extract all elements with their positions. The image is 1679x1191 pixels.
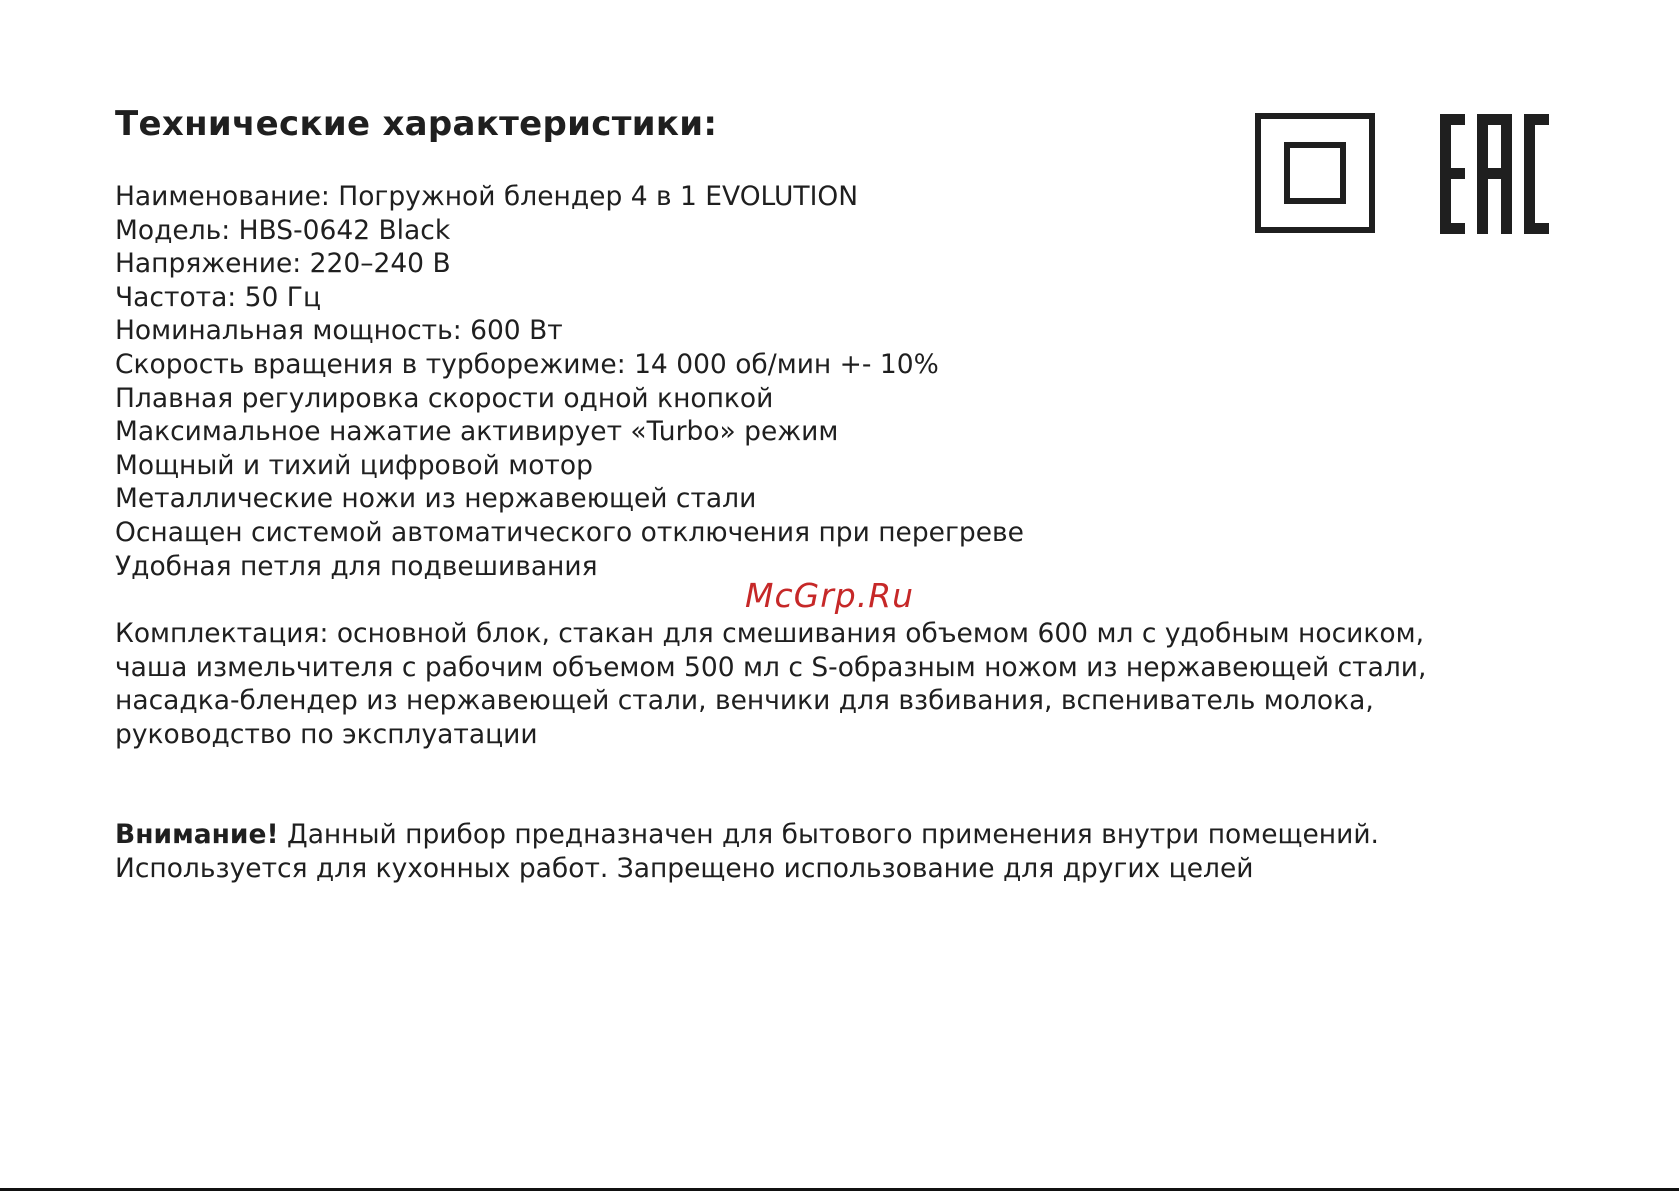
spec-item: Удобная петля для подвешивания (115, 550, 598, 582)
spec-item: Мощный и тихий цифровой мотор (115, 449, 593, 481)
watermark-text: McGrp.Ru (745, 576, 915, 615)
page-title: Технические характеристики: (115, 104, 718, 144)
spec-item: Частота: 50 Гц (115, 281, 321, 313)
kit-line: насадка-блендер из нержавеющей стали, венчики для взбивания, вспениватель молока, (115, 685, 1374, 717)
warning-text: Данный прибор предназначен для бытового применения внутри помещений. (278, 819, 1379, 850)
spec-item: Плавная регулировка скорости одной кнопкой (115, 382, 774, 414)
spec-item: Скорость вращения в турборежиме: 14 000 об/мин +- 10% (115, 348, 939, 380)
spec-item: Модель: HBS-0642 Black (115, 214, 451, 246)
spec-item: Оснащен системой автоматического отключения при перегреве (115, 516, 1024, 548)
double-square-icon (1258, 116, 1372, 230)
warning-paragraph (115, 818, 1379, 885)
kit-paragraph (115, 617, 1565, 751)
certification-marks (1254, 112, 1574, 240)
kit-line: чаша измельчителя с рабочим объемом 500 мл с S-образным ножом из нержавеющей стали, (115, 651, 1427, 683)
warning-lead: Внимание! (115, 819, 279, 850)
spec-item: Максимальное нажатие активирует «Turbo» режим (115, 416, 839, 448)
spec-item: Наименование: Погружной блендер 4 в 1 EVOLUTION (115, 181, 859, 212)
spec-item: Номинальная мощность: 600 Вт (115, 315, 563, 347)
spec-list (115, 180, 1024, 583)
spec-item: Металлические ножи из нержавеющей стали (115, 483, 757, 515)
warning-line-2: Используется для кухонных работ. Запрещено использование для других целей (115, 852, 1254, 884)
kit-line: Комплектация: основной блок, стакан для смешивания объемом 600 мл с удобным носиком, (115, 618, 1425, 649)
eac-mark-icon (1440, 114, 1549, 234)
kit-line: руководство по эксплуатации (115, 718, 538, 750)
warning-line-1 (115, 818, 1379, 852)
spec-item: Напряжение: 220–240 В (115, 248, 451, 280)
